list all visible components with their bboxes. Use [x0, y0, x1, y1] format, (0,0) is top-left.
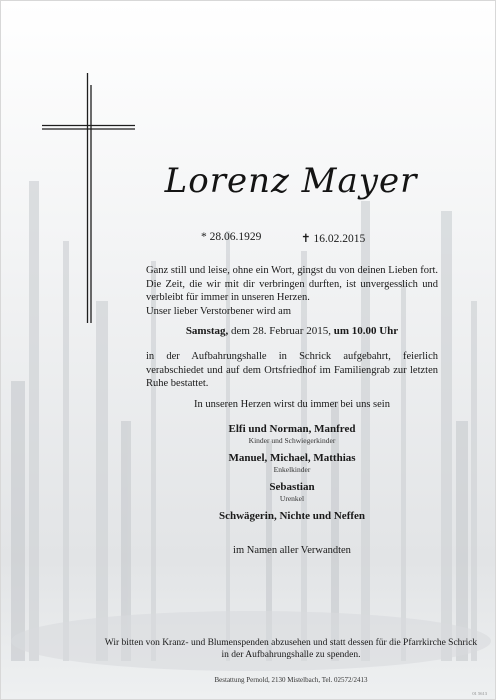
farewell-text: Ganz still und leise, ohne ein Wort, gingst du von deinen Lieben fort. Die Zeit, die wir mit dir verbringen durften, ist unvergesslich und verbleibt für immer in unseren Herzen. — [146, 265, 438, 303]
funeral-time: um 10.00 Uhr — [333, 325, 399, 337]
family-line: im Namen aller Verwandten — [233, 545, 351, 556]
funeral-prefix: Samstag, — [185, 325, 229, 337]
mourner-names: Schwägerin, Nichte und Neffen — [218, 510, 366, 522]
mourner-relation: Urenkel — [279, 494, 305, 503]
funeral-date: dem 28. Februar 2015, — [231, 325, 331, 337]
closing-line: In unseren Herzen wirst du immer bei uns sein — [194, 399, 390, 410]
death-date: ✝ 16.02.2015 — [301, 233, 366, 245]
mourner-relation: Enkelkinder — [273, 465, 311, 474]
mourner-relation: Kinder und Schwiegerkinder — [248, 436, 336, 445]
mourner-names: Manuel, Michael, Matthias — [228, 452, 356, 464]
funeral-datetime — [146, 325, 438, 337]
mourner-names: Elfi und Norman, Manfred — [228, 423, 356, 435]
ceremony-text: in der Aufbahrungshalle in Schrick aufgebahrt, feierlich verabschiedet und auf dem Ortsfriedhof im Familiengrab zur letzten Ruhe bestattet. — [146, 351, 438, 389]
deceased-name: Lorenz Mayer — [164, 161, 418, 201]
intro-text: Unser lieber Verstorbener wird am — [146, 306, 292, 317]
print-code: 01 5613 — [472, 691, 487, 696]
mourner-names: Sebastian — [269, 481, 315, 493]
cross-icon — [1, 1, 141, 331]
birth-date: * 28.06.1929 — [201, 231, 262, 243]
funeral-home-footer: Bestattung Pernold, 2130 Mistelbach, Tel. 02572/2413 — [214, 676, 368, 684]
donation-request: Wir bitten von Kranz- und Blumenspenden abzusehen und statt dessen für die Pfarrkirche Schrick in der Aufbahrungshalle zu spenden. — [104, 638, 478, 660]
